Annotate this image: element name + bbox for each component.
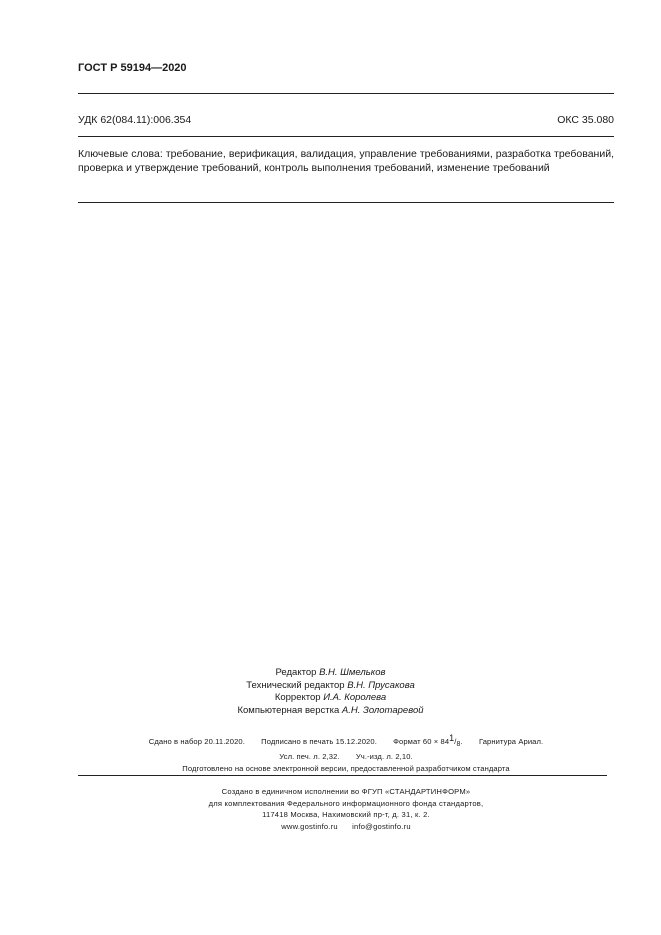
publisher-contacts <box>78 821 614 833</box>
imprint-block <box>78 732 614 775</box>
imprint-line-2 <box>78 751 614 763</box>
publisher-line-1: Создано в единичном исполнении во ФГУП «СТАНДАРТИНФОРМ» <box>221 787 471 796</box>
typeface: Гарнитура Ариал. <box>478 737 544 746</box>
keywords-paragraph: Ключевые слова: требование, верификация, валидация, управление требованиями, разработка требований, проверка и утверждение требований, контроль выполнения требований, изменение требований <box>78 148 614 174</box>
publisher-block <box>78 786 614 832</box>
oks-code: ОКС 35.080 <box>557 114 614 126</box>
keywords-divider <box>78 202 614 203</box>
publisher-address: 117418 Москва, Нахимовский пр-т, д. 31, к. 2. <box>262 810 430 819</box>
layout-name: А.Н. Золотаревой <box>341 704 424 716</box>
website-link[interactable]: www.gostinfo.ru <box>281 821 338 831</box>
imprint-line-1 <box>78 732 614 751</box>
paper-format: Формат $60 \times 84^1/_8$. <box>393 733 463 748</box>
tech-editor-name: В.Н. Прусакова <box>347 679 415 691</box>
print-sheets: Усл. печ. л. 2,32. <box>279 752 340 761</box>
tech-editor-line: Технический редактор В.Н. Прусакова <box>246 679 415 691</box>
email-link[interactable]: info@gostinfo.ru <box>352 821 411 831</box>
udk-code: УДК 62(084.11):006.354 <box>78 114 192 126</box>
editor-name: В.Н. Шмельков <box>319 667 386 678</box>
prepared-note: Подготовлено на основе электронной версии, предоставленной разработчиком стандарта <box>182 764 510 773</box>
signed-date: Подписано в печать 15.12.2020. <box>261 737 377 746</box>
header-divider <box>78 93 614 94</box>
proofreader-line: Корректор И.А. Королева <box>274 692 387 703</box>
standard-id-heading: ГОСТ Р 59194—2020 <box>78 62 187 74</box>
credits-block <box>0 667 661 717</box>
proofreader-name: И.А. Королева <box>323 692 387 703</box>
layout-line: Компьютерная верстка А.Н. Золотаревой <box>237 704 424 716</box>
editor-line: Редактор В.Н. Шмельков <box>275 667 386 678</box>
publisher-sheets: Уч.-изд. л. 2,10. <box>355 752 413 761</box>
classification-divider <box>78 136 614 137</box>
publisher-line-2: для комплектования Федерального информационного фонда стандартов, <box>208 798 484 808</box>
imprint-divider <box>78 775 607 776</box>
submitted-date: Сдано в набор 20.11.2020. <box>148 737 245 746</box>
